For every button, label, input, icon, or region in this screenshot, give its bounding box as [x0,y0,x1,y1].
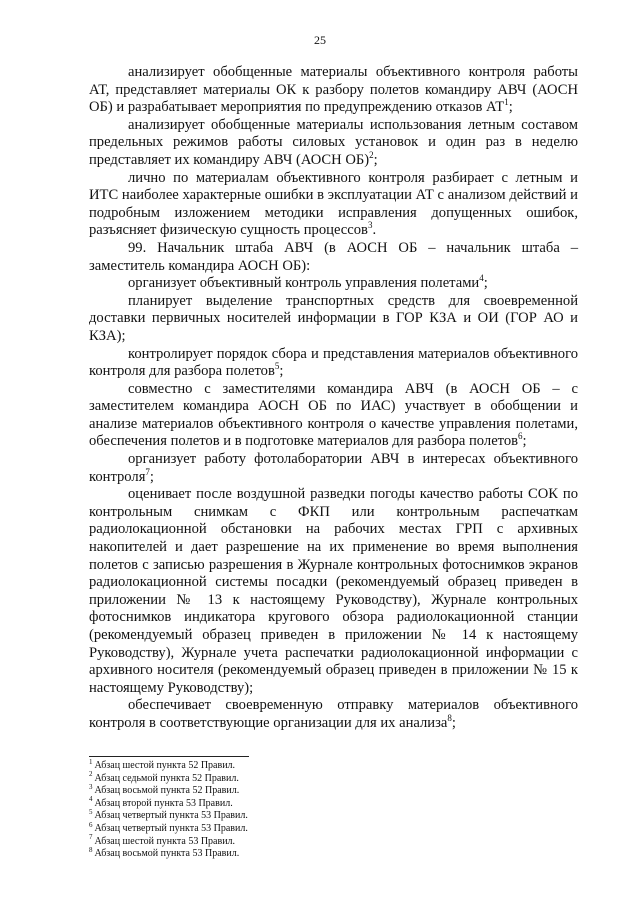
document-body [89,64,578,733]
footnote: $^3$ Абзац восьмой пункта 52 Правил. [89,782,240,797]
paragraph: обеспечивает своевременную отправку материалов объективного контроля в соответствующие организации для их анализа$^8$; [89,697,578,731]
footnote-ref[interactable]: 3 [367,220,373,231]
footnote: $^4$ Абзац второй пункта 53 Правил. [89,795,233,809]
paragraph: планирует выделение транспортных средств для своевременной доставки первичных носителей информации в ГОР КЗА и ОИ (ГОР АО и КЗА); [89,292,578,344]
paragraph: анализирует обобщенные материалы объективного контроля работы АТ, представляет материалы ОК к разбору полетов командиру АВЧ (АОСН ОБ) и разрабатывает мероприятия по предупреждению отказов $АТ^1$; [89,64,578,116]
paragraph: совместно с заместителями командира АВЧ (в АОСН ОБ – с заместителем командира АОСН ОБ по ИАС) участвует в обобщении и анализе материалов объективного контроля о качестве управления полетами, обеспечения полетов и в подготовке материалов для разбора полетов$^6$; [89,380,578,450]
paragraph: оценивает после воздушной разведки погоды качество работы СОК по контрольным снимкам с ФКП или контрольным распечаткам радиолокационной обстановки на рабочих местах ГРП с архивных накопителей и дает разрешение на их применение во время выполнения полетов с записью разрешения в Журнале контрольных фотоснимков экранов радиолокационной системы посадки (рекомендуемый образец приведен в приложении № 13 к настоящему Руководству), Журнале контрольных фотоснимков индикатора кругового обзора радиолокационной станции (рекомендуемый образец приведен в приложении № 14 к настоящему Руководству), Журнале учета распечатки радиолокационной информации с архивного носителя (рекомендуемый образец приведен в приложении № 15 к настоящему Руководству); [89,486,578,696]
footnote: $^5$ Абзац четвертый пункта 53 Правил. [89,808,248,822]
footnote: $^1$ Абзац шестой пункта 52 Правил. [89,757,236,771]
footnotes [89,757,389,861]
footnote-ref[interactable]: 1 [504,97,509,108]
paragraph: организует работу фотолаборатории АВЧ в интересах объективного контроля$^7$; [89,451,578,485]
footnote: $^8$ Абзац восьмой пункта 53 Правил. [89,845,240,860]
paragraph: 99. Начальник штаба АВЧ (в АОСН ОБ – начальник штаба – заместитель командира АОСН ОБ): [89,239,578,274]
footnote-ref[interactable]: 5 [274,361,280,372]
footnote-ref[interactable]: 8 [447,713,452,724]
footnote-ref[interactable]: 4 [479,273,484,284]
page-number: 25 [314,33,326,47]
footnote: $^2$ Абзац седьмой пункта 52 Правил. [89,770,239,784]
footnote-ref[interactable]: 2 [369,150,374,161]
footnote: $^6$ Абзац четвертый пункта 53 Правил. [89,820,248,834]
paragraph: контролирует порядок сбора и представления материалов объективного контроля для разбора полетов$^5$; [89,345,578,380]
footnote-divider [89,756,249,757]
paragraph: организует объективный контроль управления полетами$^4$; [128,273,488,292]
paragraph: анализирует обобщенные материалы использования летным составом предельных режимов работы силовых установок и один раз в неделю представляет их командиру АВЧ (АОСН ОБ)$^2$; [89,116,578,168]
paragraph: лично по материалам объективного контроля разбирает с летным и ИТС наиболее характерные ошибки в эксплуатации АТ с анализом действий и подробным изложением методики исправления допущенных ошибок, разъясняет физическую сущность процессов$^3$. [89,169,578,239]
footnote: $^7$ Абзац шестой пункта 53 Правил. [89,833,236,847]
footnote-ref[interactable]: 7 [145,466,150,477]
footnote-ref[interactable]: 6 [518,431,523,442]
